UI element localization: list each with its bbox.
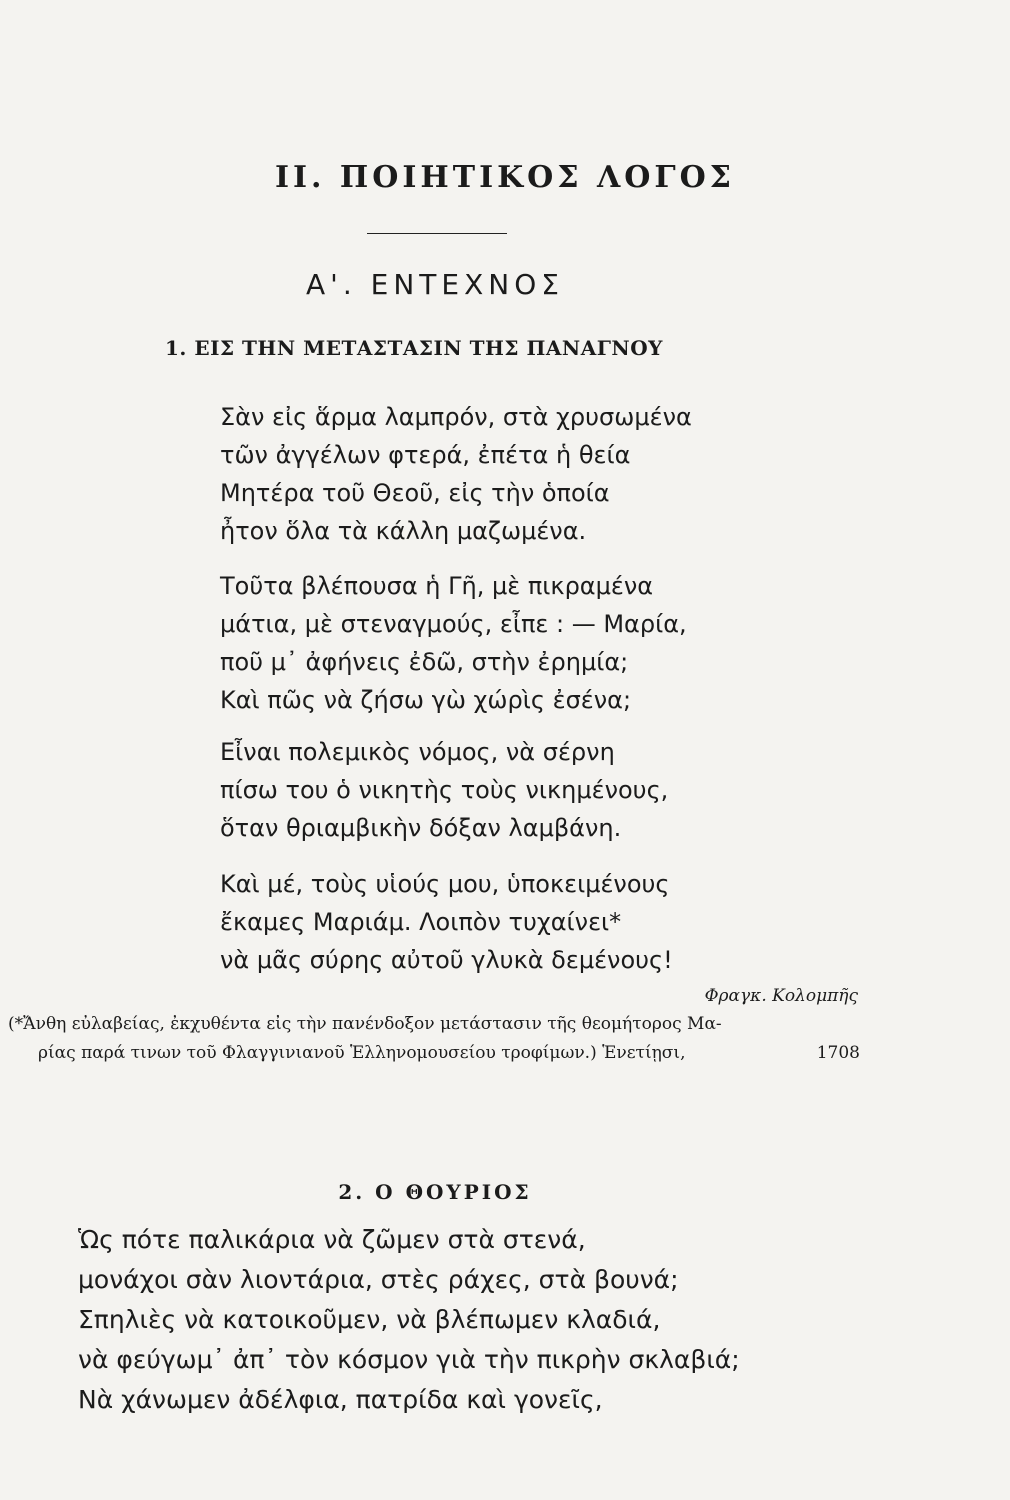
poem-line: μάτια, μὲ στεναγμούς, εἶπε : — Μαρία,: [220, 610, 687, 638]
poem-stanza: [220, 398, 692, 550]
poem-author: Φραγκ. Κολομπῆς: [704, 986, 858, 1006]
source-note: [8, 1010, 860, 1068]
poem-line: Τοῦτα βλέπουσα ἡ Γῆ, μὲ πικραμένα: [220, 572, 654, 600]
poem-stanza: [220, 567, 687, 719]
subsection-title: Α'. ΕΝΤΕΧΝΟΣ: [306, 268, 564, 301]
poem-line: Ὡς πότε παλικάρια νὰ ζῶμεν στὰ στενά,: [78, 1225, 586, 1254]
poem-line: ποῦ μ᾿ ἀφήνεις ἐδῶ, στὴν ἐρημία;: [220, 648, 629, 676]
poem-line: ἔκαμες Μαριάμ. Λοιπὸν τυχαίνει*: [220, 908, 622, 936]
poem-line: ὅταν θριαμβικὴν δόξαν λαμβάνη.: [220, 814, 622, 842]
poem-title: 2. Ο ΘΟΥΡΙΟΣ: [338, 1180, 532, 1204]
poem-line: Εἶναι πολεμικὸς νόμος, νὰ σέρνη: [220, 738, 615, 766]
poem-line: Σὰν εἰς ἅρμα λαμπρόν, στὰ χρυσωμένα: [220, 403, 692, 431]
source-note-line: [8, 1039, 860, 1068]
poem-line: Μητέρα τοῦ Θεοῦ, εἰς τὴν ὁποία: [220, 479, 610, 507]
poem-line: μονάχοι σὰν λιοντάρια, στὲς ράχες, στὰ βουνά;: [78, 1265, 679, 1294]
source-note-line: (*Ἄνθη εὐλαβείας, ἐκχυθέντα εἰς τὴν πανένδοξον μετάστασιν τῆς θεομήτορος Μα-: [8, 1014, 722, 1034]
source-note-text: ρίας παρά τινων τοῦ Φλαγγινιανοῦ Ἑλληνομουσείου τροφίμων.) Ἑνετίῃσι,: [38, 1043, 686, 1063]
title-divider: [367, 233, 507, 234]
poem-line: Σπηλιὲς νὰ κατοικοῦμεν, νὰ βλέπωμεν κλαδιά,: [78, 1305, 661, 1334]
poem-stanza: [220, 865, 673, 979]
poem-line: ἦτον ὅλα τὰ κάλλη μαζωμένα.: [220, 517, 587, 545]
poem-line: τῶν ἀγγέλων φτερά, ἐπέτα ἡ θεία: [220, 441, 631, 469]
section-title: ΙΙ. ΠΟΙΗΤΙΚΟΣ ΛΟΓΟΣ: [274, 160, 736, 195]
poem-line: νὰ μᾶς σύρης αὐτοῦ γλυκὰ δεμένους!: [220, 946, 673, 974]
poem-title: 1. ΕΙΣ ΤΗΝ ΜΕΤΑΣΤΑΣΙΝ ΤΗΣ ΠΑΝΑΓΝΟΥ: [165, 336, 663, 360]
poem-stanza: [78, 1220, 740, 1420]
source-year: 1708: [816, 1043, 860, 1063]
poem-line: Καὶ πῶς νὰ ζήσω γὼ χώρὶς ἐσένα;: [220, 686, 632, 714]
poem-line: πίσω του ὁ νικητὴς τοὺς νικημένους,: [220, 776, 669, 804]
poem-line: νὰ φεύγωμ᾿ ἀπ᾿ τὸν κόσμον γιὰ τὴν πικρὴν σκλαβιά;: [78, 1345, 740, 1374]
poem-line: Καὶ μέ, τοὺς υἱούς μου, ὑποκειμένους: [220, 870, 670, 898]
poem-stanza: [220, 733, 668, 847]
poem-line: Νὰ χάνωμεν ἀδέλφια, πατρίδα καὶ γονεῖς,: [78, 1385, 603, 1414]
